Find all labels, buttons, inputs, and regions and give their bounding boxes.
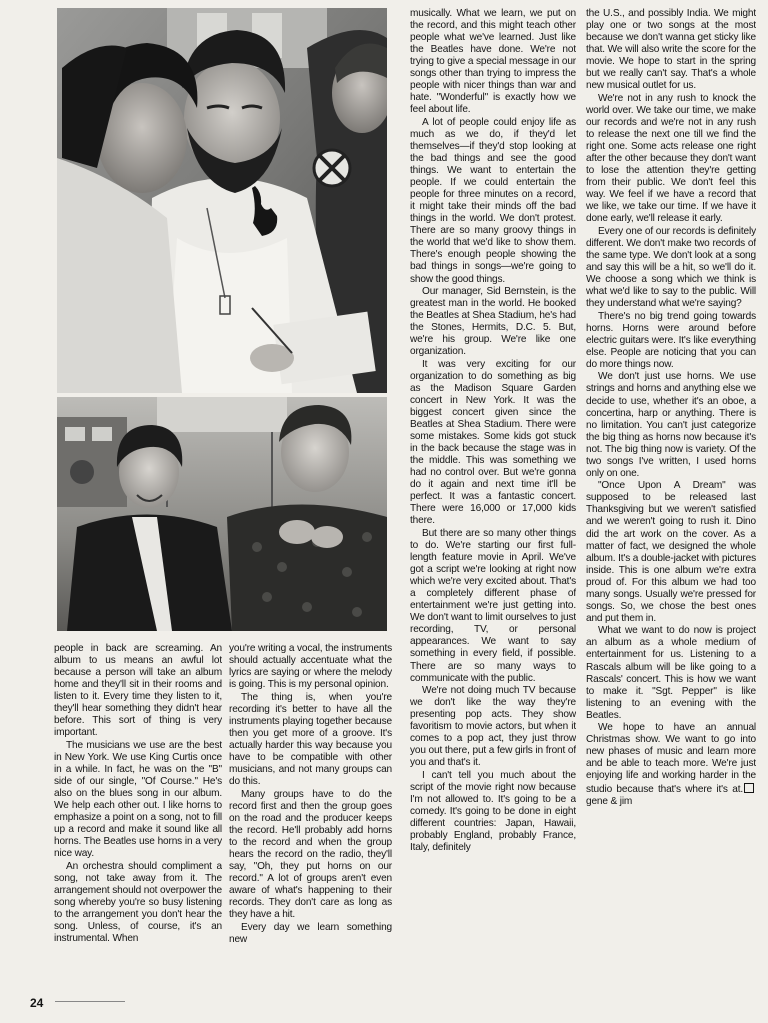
photo-band-in-studio-image [57,8,387,393]
paragraph-final-text: We hope to have an annual Christmas show. We want to go into new phases of music and learn more and be able to teach more. We're just enjoying life and working harder in the studio because that's where it's at. [586,722,756,795]
paragraph: people in back are screaming. An album to us means an awful lot because a person will take an album home and they'll sit in their rooms and listen to it. Every time they listen to it, they'll hear something they didn't hear before. This sort of thing is very important. [54,643,222,739]
paragraph: the U.S., and possibly India. We might play one or two songs at the most because we don't wanna get sticky like that. We will also write the score for the movie. We hope to start in the spring but we really can't say. That's a whole new musical outlet for us. [586,8,756,92]
paragraph-final [586,722,756,807]
paragraph: What we want to do now is project an album as a whole medium of entertainment for us. Listening to a Rascals album will be like going to a Rascals' concert. This is how we want to make it. "Sgt. Pepper" is like listening to an evening with the Beatles. [586,625,756,721]
paragraph: The thing is, when you're recording it's better to have all the instruments playing together because then you get more of a groove. It's actually harder this way because you have to be compatible with other musicians, and not many groups can do this. [229,691,392,788]
paragraph: Every day we learn something new [229,921,392,945]
photo-two-men-in-studio [57,397,387,631]
paragraph: It was very exciting for our organization to do something as big as the Madison Square Garden concert in New York. It was the biggest concert given since the Beatles at Shea Stadium. There were some mistakes. Some kids got stuck in the back because the stage was in the middle. This was something we had no control over. But we're gonna do it again and next time it'll be perfect. It was a fantastic concert. There were 16,000 or 17,000 kids there. [410,358,576,527]
paragraph: But there are so many other things to do. We're starting our first full-length feature movie in April. We've got a script we're looking at right now which we're very excited about. That's a completely different phase of entertainment we're just getting into. We don't want to limit ourselves to just recording, TV, or personal appearances. We want to say something in every field, if possible. There are so many ways to communicate with the public. [410,528,576,684]
paragraph: We're not in any rush to knock the world over. We take our time, we make our records and we're not in any rush to release the next one till we find the right one. Some acts release one right after the other because they don't want to lose the attention they're getting from their public. We don't feel this way. We feel if we have a record that we like, we take our time. If we have it done early, we'll release it early. [586,92,756,225]
paragraph: you're writing a vocal, the instruments should actually accentuate what the lyrics are saying or where the melody is going. This is my personal opinion. [229,643,392,691]
text-column-2 [229,643,392,1003]
text-column-1 [54,643,222,1003]
text-column-4 [586,8,756,998]
paragraph: Our manager, Sid Bernstein, is the greatest man in the world. He booked the Beatles at Shea Stadium, he's had the Stones, Hermits, D.C. 5. But, we're his group. We're like one organization. [410,286,576,358]
photo-two-men-in-studio-image [57,397,387,631]
paragraph: An orchestra should compliment a song, not take away from it. The arrangement should not overpower the song whereby you're so busy listening to the arrangement you don't hear the song. Unless, of course, it's an instrumental. When [54,860,222,945]
paragraph: "Once Upon A Dream" was supposed to be released last Thanksgiving but we weren't satisfied and we weren't going to rush it. Dino did the art work on the cover. As a matter of fact, we designed the whole album. It's a double-jacket with pictures inside. This is one album we're extra proud of. For this album we had too many songs. Usually we're pressed for songs. So, we chose the best ones and put them in. [586,480,756,624]
photo-band-in-studio [57,8,387,393]
footer-rule [55,1001,125,1002]
paragraph: musically. What we learn, we put on the record, and this might teach other people what we've learned. Just like the Beatles have done. We're not trying to give a special message in our songs other than trying to impress the people with nicer things than war and hate. "Wonderful" is exactly how we feel about life. [410,8,576,116]
paragraph: Every one of our records is definitely different. We don't make two records of the same type. We don't look at a song and say this will be a hit, so we'll do it. We choose a song which we think is what we'd like to say to the public. Will they understand what we're saying? [586,225,756,310]
end-mark-box-icon [744,783,754,793]
paragraph: There's no big trend going towards horns. Horns were around before electric guitars were. It's like everything else. People are noticing that you can do more things now. [586,310,756,370]
text-column-3 [410,8,576,998]
signoff: gene & jim [586,795,633,807]
paragraph: We don't just use horns. We use strings and horns and anything else we decide to use, whether it's an oboe, a concertina, harp or anything. There is no limitation. You can't just categorize the big thing as horns now because it's not. The big thing now is variety. Of the two songs I've written, I used horns only on one. [586,371,756,479]
paragraph: We're not doing much TV because we don't like the way they're presenting pop acts. They show favoritism to movie actors, but when it comes to a pop act, they just throw you out there, put a few girls in front of you and that's it. [410,685,576,769]
paragraph: A lot of people could enjoy life as much as we do, if they'd let themselves—if they'd stop looking at the bad things and see the good things. We want to entertain the people. If we could entertain the people for three minutes on a record, it might take their minds off the bad things in the world. We don't protest. There are so many groovy things in the world that we'd like to show them. There's enough people showing the bad things in songs—we're going to show the good things. [410,116,576,285]
paragraph: I can't tell you much about the script of the movie right now because I'm not allowed to. It's going to be a comedy. It's going to be done in eight different countries: Japan, Hawaii, probably England, probably France, Italy, definitely [410,769,576,854]
page-number: 24 [30,996,44,1010]
paragraph: The musicians we use are the best in New York. We use King Curtis once in a while. In fact, he was on the "B" side of our single, "Of Course." He's also on the blues song in our album. We help each other out. I like horns to emphasize a point on a song, not to fill up a record and make it sound like all horns. The Beatles use horns in a very nice way. [54,739,222,860]
paragraph: Many groups have to do the record first and then the group goes on the road and the producer keeps the record. He'll probably add horns to the record and when the group hears the record on the radio, they'll say, "Oh, they put horns on our record." A lot of groups aren't even aware of what's happening to their records. They don't care as long as they have a hit. [229,788,392,921]
